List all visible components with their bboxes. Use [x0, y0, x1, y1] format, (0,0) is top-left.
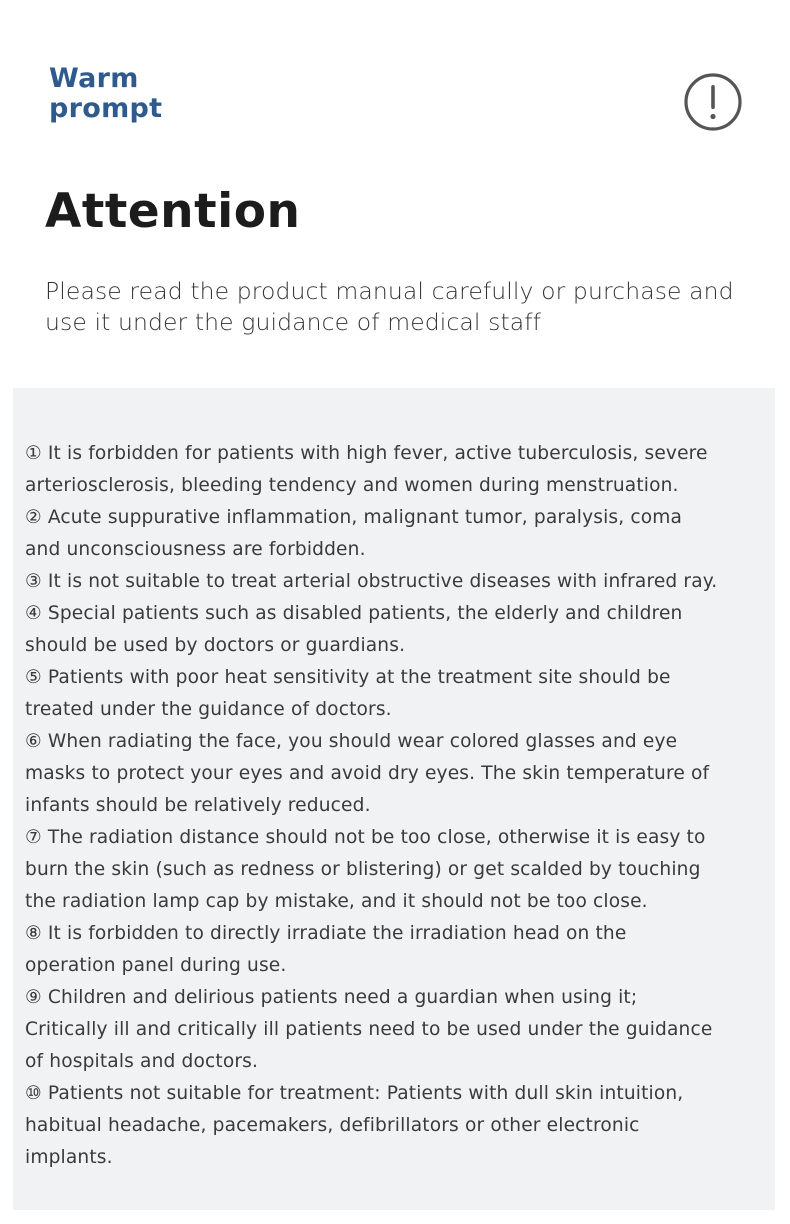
warning-item-9: ⑨ Children and delirious patients need a guardian when using it; Critically ill and critically ill patients need to be used under the guidance of hospitals and doctors.: [25, 987, 713, 1072]
warning-item-3: ③ It is not suitable to treat arterial obstructive diseases with infrared ray.: [25, 571, 718, 592]
warm-prompt-label: [49, 64, 162, 124]
warning-item-6: ⑥ When radiating the face, you should wear colored glasses and eye masks to protect your eyes and avoid dry eyes. The skin temperature of infants should be relatively reduced.: [25, 731, 710, 816]
warning-item-4: ④ Special patients such as disabled patients, the elderly and children should be used by doctors or guardians.: [25, 603, 683, 656]
warning-item-2: ② Acute suppurative inflammation, malignant tumor, paralysis, coma and unconsciousness are forbidden.: [25, 507, 683, 560]
exclamation-circle-icon: [683, 72, 743, 132]
warning-item-5: ⑤ Patients with poor heat sensitivity at the treatment site should be treated under the guidance of doctors.: [25, 667, 671, 720]
warning-item-1: ① It is forbidden for patients with high fever, active tuberculosis, severe arteriosclerosis, bleeding tendency and women during menstruation.: [25, 443, 708, 496]
warm-prompt-line-1: Warm: [49, 63, 139, 94]
warning-item-10: ⑩ Patients not suitable for treatment: Patients with dull skin intuition, habitual headache, pacemakers, defibrillators or other electronic implants.: [25, 1083, 684, 1168]
intro-text: Please read the product manual carefully or purchase and use it under the guidance of medical staff: [45, 277, 734, 336]
warning-item-7: ⑦ The radiation distance should not be too close, otherwise it is easy to burn the skin (such as redness or blistering) or get scalded by touching the radiation lamp cap by mistake, and it should not be too close.: [25, 827, 706, 912]
warnings-list: [25, 438, 777, 1174]
warm-prompt-line-2: prompt: [49, 93, 163, 124]
warning-item-8: ⑧ It is forbidden to directly irradiate the irradiation head on the operation panel during use.: [25, 923, 627, 976]
page-title: Attention: [45, 184, 301, 239]
